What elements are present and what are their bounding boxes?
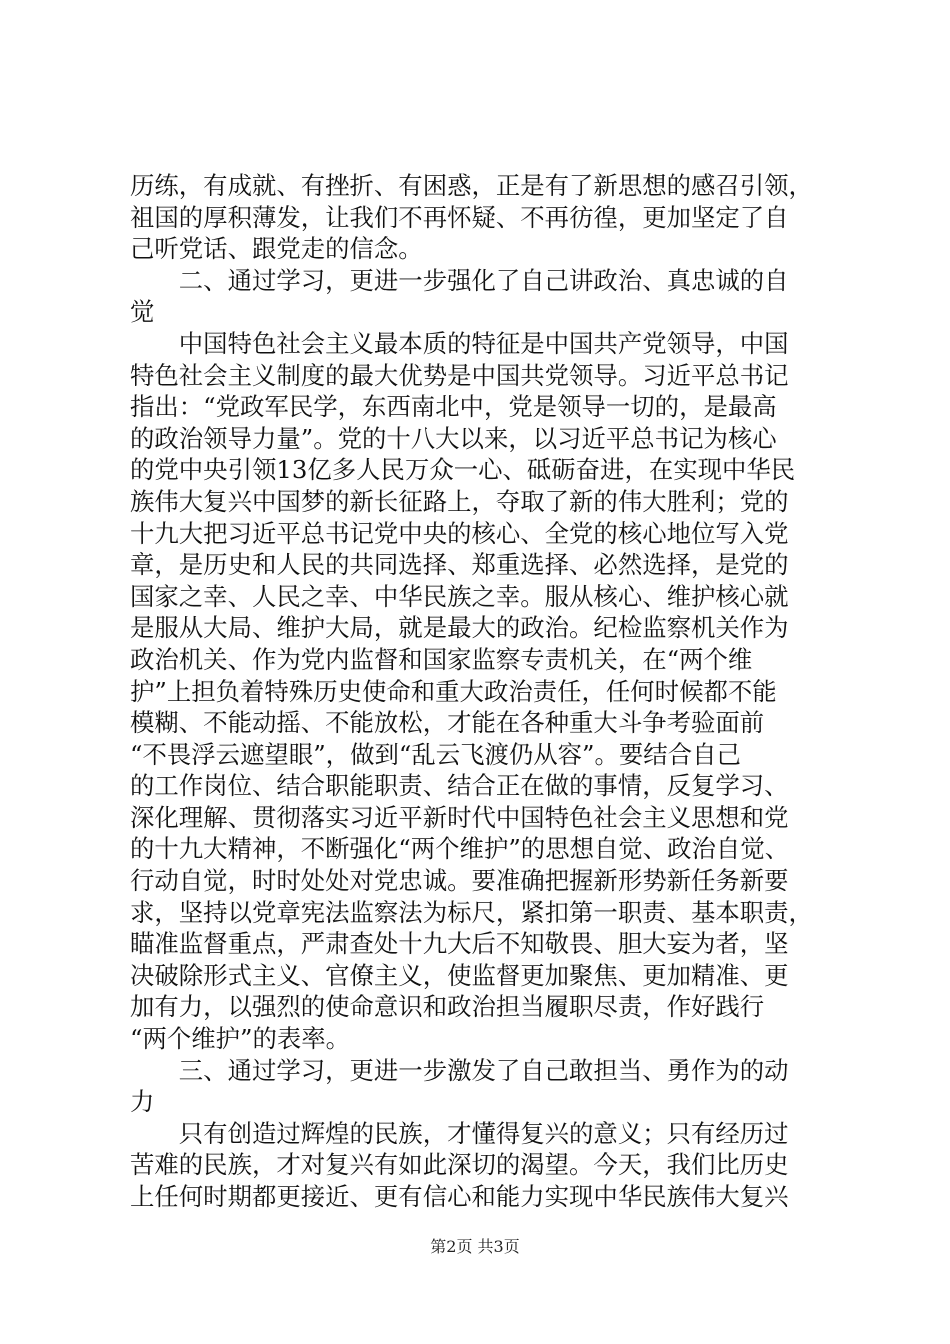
text-line: 己听党话、跟党走的信念。 [130,234,423,264]
text-line: 十九大把习近平总书记党中央的核心、全党的核心地位写入党 [130,518,789,548]
text-line: 祖国的厚积薄发，让我们不再怀疑、不再彷徨，更加坚定了自 [130,202,789,232]
text-line: 历练，有成就、有挫折、有困惑，正是有了新思想的感召引领， [130,171,813,200]
text-line: 苦难的民族，才对复兴有如此深切的渴望。今天，我们比历史 [130,1150,789,1180]
text-line: 求，坚持以党章宪法监察法为标尺，紧扣第一职责、基本职责， [130,897,813,927]
document-body [130,170,830,1213]
text-line: 特色社会主义制度的最大优势是中国共党领导。习近平总书记 [130,360,789,390]
text-line: 的工作岗位、结合职能职责、结合正在做的事情，反复学习、 [130,771,789,801]
text-line: 深化理解、贯彻落实习近平新时代中国特色社会主义思想和党 [130,802,789,832]
text-line: 章，是历史和人民的共同选择、郑重选择、必然选择，是党的 [130,550,789,580]
text-line: 护”上担负着特殊历史使命和重大政治责任，任何时候都不能 [130,676,777,706]
text-line: “两个维护”的表率。 [130,1024,351,1054]
text-line: “不畏浮云遮望眼”，做到“乱云飞渡仍从容”。要结合自己 [130,739,741,769]
text-line: 决破除形式主义、官僚主义，使监督更加聚焦、更加精准、更 [130,960,789,990]
text-line: 只有创造过辉煌的民族，才懂得复兴的意义；只有经历过 [130,1118,789,1148]
text-line: 是服从大局、维护大局，就是最大的政治。纪检监察机关作为 [130,613,789,643]
text-line: 模糊、不能动摇、不能放松，才能在各种重大斗争考验面前 [130,708,765,738]
text-line: 上任何时期都更接近、更有信心和能力实现中华民族伟大复兴 [130,1182,789,1211]
text-line: 族伟大复兴中国梦的新长征路上，夺取了新的伟大胜利；党的 [130,486,789,516]
page-footer: 第2页 共3页 [430,1237,520,1256]
text-line: 的十九大精神，不断强化“两个维护”的思想自觉、政治自觉、 [130,834,790,864]
text-line: 中国特色社会主义最本质的特征是中国共产党领导，中国 [130,328,789,358]
text-line: 指出：“党政军民学，东西南北中，党是领导一切的，是最高 [130,392,777,422]
text-line: 力 [130,1087,155,1117]
text-line: 的党中央引领13亿多人民万众一心、砥砺奋进，在实现中华民 [130,455,796,485]
text-line: 二、通过学习，更进一步强化了自己讲政治、真忠诚的自 [130,265,789,295]
text-line: 加有力，以强烈的使命意识和政治担当履职尽责，作好践行 [130,992,765,1022]
text-line: 行动自觉，时时处处对党忠诚。要准确把握新形势新任务新要 [130,866,789,896]
text-line: 三、通过学习，更进一步激发了自己敢担当、勇作为的动 [130,1055,789,1085]
text-line: 觉 [130,297,155,327]
text-line: 国家之幸、人民之幸、中华民族之幸。服从核心、维护核心就 [130,581,789,611]
text-line: 政治机关、作为党内监督和国家监察专责机关，在“两个维 [130,644,753,674]
text-line: 瞄准监督重点，严肃查处十九大后不知敬畏、胆大妄为者，坚 [130,929,789,959]
text-line: 的政治领导力量”。党的十八大以来，以习近平总书记为核心 [130,423,777,453]
